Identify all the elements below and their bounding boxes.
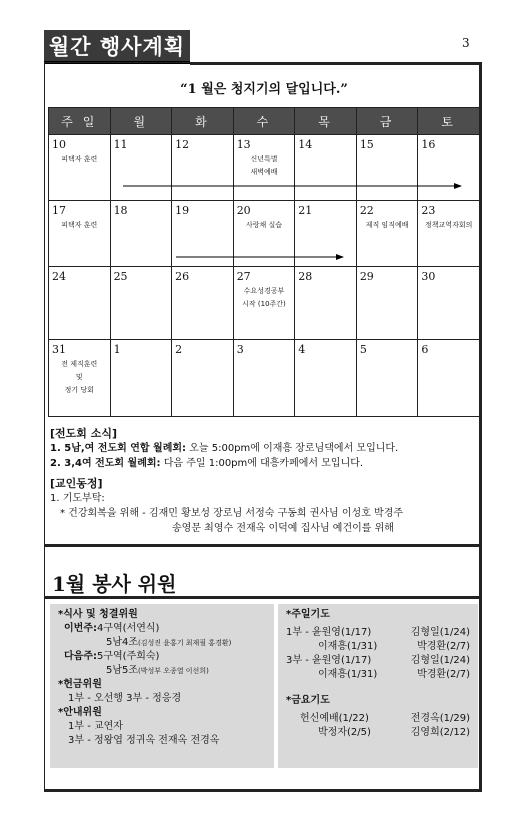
day-event: 피택자 훈련 xyxy=(61,221,98,229)
friday-prayer-row-2: 박정자(2/5) 김영희(2/12) xyxy=(318,727,470,738)
friday-prayer-heading: *금요기도 xyxy=(286,695,330,706)
page-title: 월간 행사계획 xyxy=(44,30,190,64)
day-number: 6 xyxy=(421,343,429,356)
day-event: 제직 임직예배 xyxy=(365,221,409,229)
day-number: 4 xyxy=(298,343,306,356)
day-number: 17 xyxy=(52,204,66,217)
day-number: 5 xyxy=(359,343,367,356)
offering-line: 1부 - 오선행 3부 - 정응경 xyxy=(68,693,182,704)
this-week-sub: 5남4조(김성진 윤홍기 최재필 홍경환) xyxy=(106,637,232,648)
day-number: 3 xyxy=(236,343,244,356)
member-news-heading: [교인동정] xyxy=(50,477,103,490)
sunday-prayer-row-2: 이재흥(1/31) 박경환(2/7) xyxy=(318,641,470,652)
day-number: 21 xyxy=(298,204,313,217)
day-number: 29 xyxy=(359,270,374,283)
day-number: 1 xyxy=(113,343,121,356)
service-left-panel xyxy=(50,604,274,768)
service-title-rule xyxy=(44,596,482,599)
day-number: 22 xyxy=(359,204,374,217)
usher-line-1: 1부 - 교연자 xyxy=(68,721,123,732)
weekday-thu: 목 xyxy=(295,108,357,135)
next-week-line: 다음주:5구역(주희숙) xyxy=(64,651,160,662)
day-number: 15 xyxy=(359,138,374,151)
service-right-panel xyxy=(278,604,478,768)
mission-news-heading: [전도회 소식] xyxy=(50,427,118,440)
sunday-prayer-row-1: 1부 - 윤원영(1/17) 김형일(1/24) xyxy=(286,627,470,638)
weekday-sun: 주 일 xyxy=(49,108,111,135)
this-week-line: 이번주:4구역(서연식) xyxy=(64,623,160,634)
sunday-prayer-heading: *주일기도 xyxy=(286,609,330,620)
day-event: 정책교역자회의 xyxy=(425,221,473,229)
day-number: 25 xyxy=(113,270,128,283)
mission-news-item-2: 2. 3,4여 전도회 월례회: 다음 주일 1:00pm에 대흥카페에서 모입니다. xyxy=(50,458,364,469)
weekday-tue: 화 xyxy=(172,108,234,135)
day-number: 14 xyxy=(298,138,313,151)
sunday-prayer-row-3: 3부 - 윤원영(1/17) 김형일(1/24) xyxy=(286,655,470,666)
weekday-wed: 수 xyxy=(233,108,295,135)
weekday-sat: 토 xyxy=(418,108,480,135)
day-event: 전 제직훈련 및 정기 당회 xyxy=(61,360,98,394)
day-number: 11 xyxy=(113,138,128,151)
day-number: 30 xyxy=(421,270,436,283)
day-number: 23 xyxy=(421,204,436,217)
day-number: 19 xyxy=(175,204,190,217)
usher-heading: *안내위원 xyxy=(58,707,102,718)
month-theme: “1 월은 청지기의 달입니다.” xyxy=(180,82,348,97)
offering-heading: *헌금위원 xyxy=(58,679,102,690)
day-event: 신년특별 새벽예배 xyxy=(250,155,278,176)
day-number: 26 xyxy=(175,270,190,283)
day-number: 18 xyxy=(113,204,128,217)
weekday-fri: 금 xyxy=(356,108,418,135)
day-number: 10 xyxy=(52,138,66,151)
news-section xyxy=(50,426,480,536)
day-number: 27 xyxy=(236,270,251,283)
day-number: 28 xyxy=(298,270,313,283)
day-number: 24 xyxy=(52,270,66,283)
service-title: 1월 봉사 위원 xyxy=(52,572,177,596)
page-number: 3 xyxy=(462,36,470,50)
mission-news-item-1: 1. 5남,여 전도회 연합 월례회: 오늘 5:00pm에 이재흥 장로님댁에서 모입니다. xyxy=(50,443,399,454)
day-number: 2 xyxy=(175,343,183,356)
meal-committee-heading: *식사 및 청결위원 xyxy=(58,609,138,620)
news-bottom-rule xyxy=(44,544,482,547)
sunday-prayer-row-4: 이재흥(1/31) 박경환(2/7) xyxy=(318,669,470,680)
day-number: 20 xyxy=(236,204,251,217)
day-event: 피택자 훈련 xyxy=(61,155,98,163)
prayer-label: 1. 기도부탁: xyxy=(50,493,105,504)
weekday-mon: 월 xyxy=(110,108,172,135)
day-event: 수요성경공부 시작 (10주간) xyxy=(242,287,286,308)
day-number: 31 xyxy=(52,343,66,356)
next-week-sub: 5남5조(박성부 오종열 이선희) xyxy=(106,665,209,676)
friday-prayer-row-1: 헌신예배(1/22) 전경옥(1/29) xyxy=(300,713,470,724)
prayer-line-2: 송영문 최영수 전재옥 이덕예 집사님 예건이를 위해 xyxy=(172,523,394,534)
panel-divider xyxy=(274,604,278,768)
day-number: 16 xyxy=(421,138,436,151)
usher-line-2: 3부 - 정왕엽 정귀옥 전재옥 전경옥 xyxy=(68,735,220,746)
day-number: 12 xyxy=(175,138,190,151)
prayer-line-1: * 건강회복을 위해 - 김재민 황보성 장로님 서정숙 구동희 권사님 이성호 박경주 xyxy=(60,508,404,519)
day-number: 13 xyxy=(236,138,251,151)
day-event: 사랑채 실습 xyxy=(245,221,282,229)
